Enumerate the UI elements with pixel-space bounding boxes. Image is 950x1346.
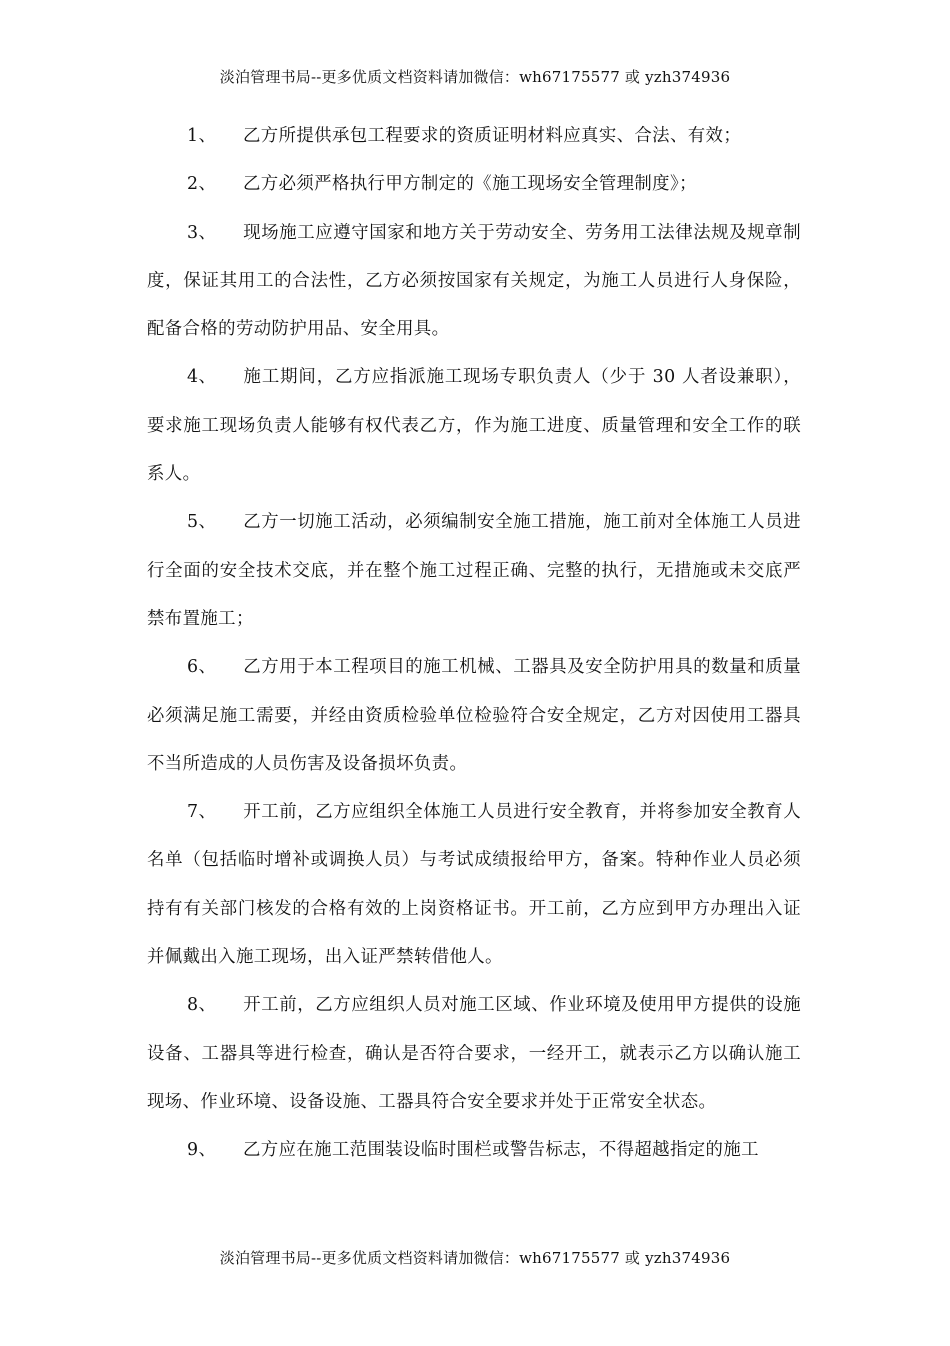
- item-text: 乙方应在施工范围装设临时围栏或警告标志，不得超越指定的施工: [243, 1140, 759, 1161]
- list-item-7: [147, 788, 801, 981]
- list-item-6: [147, 643, 801, 788]
- item-text: 施工期间，乙方应指派施工现场专职负责人（少于 30 人者设兼职），要求施工现场负责人能够有权代表乙方，作为施工进度、质量管理和安全工作的联系人。: [147, 367, 801, 485]
- item-number: 8、: [187, 995, 217, 1016]
- item-text: 开工前，乙方应组织人员对施工区域、作业环境及使用甲方提供的设施设备、工器具等进行检查，确认是否符合要求，一经开工，就表示乙方以确认施工现场、作业环境、设备设施、工器具符合安全要求并处于正常安全状态。: [147, 995, 801, 1112]
- page-header: 淡泊管理书局--更多优质文档资料请加微信：wh67175577 或 yzh374936: [219, 68, 731, 86]
- item-number: 1、: [187, 126, 217, 146]
- item-text: 乙方用于本工程项目的施工机械、工器具及安全防护用具的数量和质量必须满足施工需要，并经由资质检验单位检验符合安全规定，乙方对因使用工器具不当所造成的人员伤害及设备损坏负责。: [147, 657, 801, 774]
- list-item-8: [147, 981, 801, 1126]
- list-item-5: [147, 498, 801, 643]
- item-text: 乙方必须严格执行甲方制定的《施工现场安全管理制度》；: [243, 174, 697, 195]
- item-text: 乙方所提供承包工程要求的资质证明材料应真实、合法、有效；: [243, 126, 742, 146]
- item-text: 开工前，乙方应组织全体施工人员进行安全教育，并将参加安全教育人名单（包括临时增补或调换人员）与考试成绩报给甲方，备案。特种作业人员必须持有有关部门核发的合格有效的上岗资格证书。开工前，乙方应到甲方办理出入证并佩戴出入施工现场，出入证严禁转借他人。: [147, 802, 801, 968]
- item-text: 现场施工应遵守国家和地方关于劳动安全、劳务用工法律法规及规章制度，保证其用工的合法性，乙方必须按国家有关规定，为施工人员进行人身保险，配备合格的劳动防护用品、安全用具。: [147, 222, 801, 340]
- document-body: [147, 112, 801, 1175]
- item-number: 3、: [187, 222, 217, 243]
- item-number: 7、: [187, 802, 217, 823]
- list-item-3: [147, 209, 801, 354]
- item-text: 乙方一切施工活动，必须编制安全施工措施，施工前对全体施工人员进行全面的安全技术交底，并在整个施工过程正确、完整的执行，无措施或未交底严禁布置施工；: [147, 512, 801, 629]
- item-number: 9、: [187, 1140, 217, 1161]
- list-item-1: [147, 112, 801, 160]
- list-item-4: [147, 353, 801, 498]
- item-number: 5、: [187, 512, 217, 533]
- page-footer: 淡泊管理书局--更多优质文档资料请加微信：wh67175577 或 yzh374936: [219, 1249, 731, 1267]
- list-item-9: [147, 1126, 801, 1174]
- list-item-2: [147, 160, 801, 208]
- item-number: 4、: [187, 367, 217, 388]
- item-number: 2、: [187, 174, 217, 195]
- item-number: 6、: [187, 657, 217, 678]
